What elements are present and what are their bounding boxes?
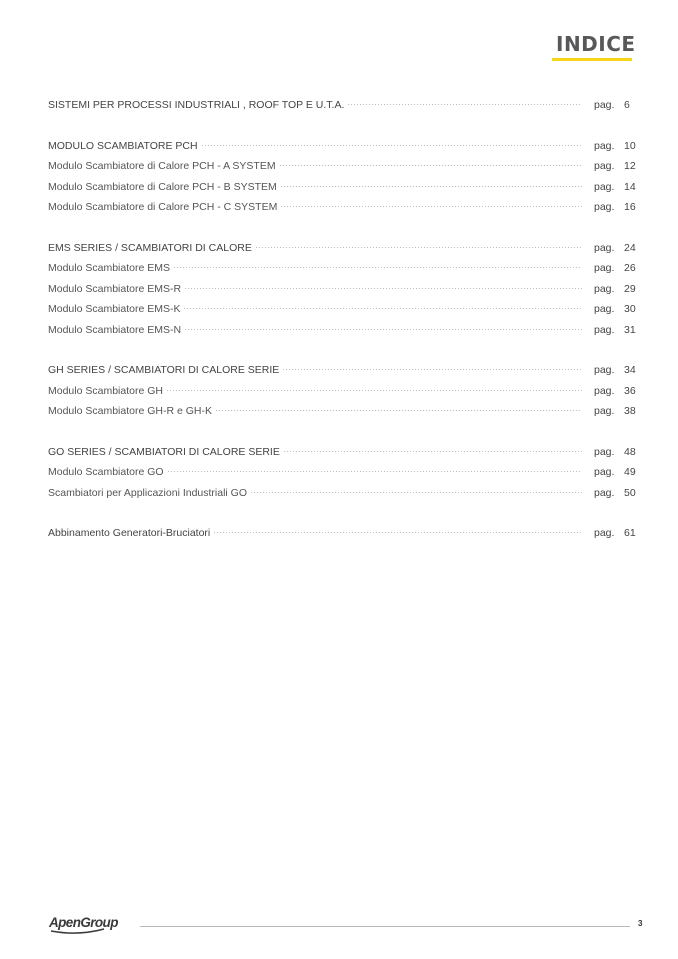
toc-entry-title: GH SERIES / SCAMBIATORI DI CALORE SERIE bbox=[48, 364, 280, 376]
toc-pag-label: pag. bbox=[594, 364, 615, 376]
toc-entry[interactable] bbox=[48, 156, 644, 177]
toc-page-number: 49 bbox=[624, 466, 636, 478]
toc-page-number: 24 bbox=[624, 241, 636, 254]
dot-leader bbox=[213, 532, 582, 533]
toc-group bbox=[48, 136, 644, 218]
dot-leader bbox=[184, 288, 582, 289]
toc-pag-label: pag. bbox=[594, 486, 615, 499]
toc-entry[interactable] bbox=[48, 483, 644, 504]
toc-entry[interactable] bbox=[48, 197, 644, 218]
toc-group bbox=[48, 442, 644, 504]
dot-leader bbox=[183, 308, 582, 309]
page-header bbox=[556, 32, 636, 61]
dot-leader bbox=[280, 186, 582, 187]
toc-group bbox=[48, 95, 644, 116]
toc-entry-title: Modulo Scambiatore di Calore PCH - B SYSTEM bbox=[48, 180, 277, 193]
page-number: 3 bbox=[638, 919, 643, 928]
toc-page-number: 10 bbox=[624, 139, 636, 152]
toc-entry[interactable] bbox=[48, 177, 644, 198]
toc-entry-title: Modulo Scambiatore EMS-N bbox=[48, 323, 182, 336]
table-of-contents bbox=[48, 95, 644, 564]
toc-entry[interactable] bbox=[48, 136, 644, 157]
toc-pag-label: pag. bbox=[594, 139, 615, 152]
toc-entry[interactable] bbox=[48, 320, 644, 341]
toc-page-number: 16 bbox=[624, 201, 636, 213]
toc-entry-title: Modulo Scambiatore EMS bbox=[48, 262, 170, 274]
toc-pag-label: pag. bbox=[594, 527, 615, 539]
toc-entry-title: MODULO SCAMBIATORE PCH bbox=[48, 139, 198, 152]
toc-page-number: 38 bbox=[624, 405, 636, 417]
toc-entry-title: GO SERIES / SCAMBIATORI DI CALORE SERIE bbox=[48, 445, 280, 458]
toc-page-number: 48 bbox=[624, 445, 636, 458]
toc-pag-label: pag. bbox=[594, 323, 615, 336]
toc-page-number: 29 bbox=[624, 282, 636, 295]
toc-entry[interactable] bbox=[48, 523, 644, 544]
toc-pag-label: pag. bbox=[594, 99, 615, 111]
toc-pag-label: pag. bbox=[594, 180, 615, 193]
toc-group bbox=[48, 360, 644, 422]
toc-entry[interactable] bbox=[48, 95, 644, 116]
toc-entry[interactable] bbox=[48, 360, 644, 381]
toc-page-number: 14 bbox=[624, 180, 636, 193]
toc-pag-label: pag. bbox=[594, 282, 615, 295]
toc-pag-label: pag. bbox=[594, 201, 615, 213]
toc-entry-title: SISTEMI PER PROCESSI INDUSTRIALI , ROOF TOP E U.T.A. bbox=[48, 99, 345, 111]
toc-page-number: 31 bbox=[624, 323, 636, 336]
toc-entry-title: Modulo Scambiatore di Calore PCH - C SYSTEM bbox=[48, 201, 278, 213]
toc-entry[interactable] bbox=[48, 258, 644, 279]
dot-leader bbox=[347, 104, 582, 105]
apengroup-logo bbox=[48, 910, 134, 936]
toc-entry[interactable] bbox=[48, 401, 644, 422]
svg-text:ApenGroup: ApenGroup bbox=[49, 915, 118, 930]
toc-pag-label: pag. bbox=[594, 466, 615, 478]
toc-pag-label: pag. bbox=[594, 160, 615, 172]
dot-leader bbox=[173, 267, 582, 268]
dot-leader bbox=[215, 410, 582, 411]
dot-leader bbox=[279, 165, 582, 166]
page-footer bbox=[48, 908, 648, 938]
title-underline bbox=[552, 58, 632, 61]
toc-entry[interactable] bbox=[48, 299, 644, 320]
dot-leader bbox=[255, 247, 582, 248]
toc-group bbox=[48, 238, 644, 341]
toc-page-number: 34 bbox=[624, 364, 636, 376]
toc-page-number: 12 bbox=[624, 160, 636, 172]
toc-page-number: 6 bbox=[624, 99, 630, 111]
page-title: INDICE bbox=[556, 32, 636, 56]
toc-pag-label: pag. bbox=[594, 303, 615, 315]
toc-entry-title: Scambiatori per Applicazioni Industriali GO bbox=[48, 486, 248, 499]
dot-leader bbox=[167, 471, 582, 472]
toc-pag-label: pag. bbox=[594, 405, 615, 417]
toc-entry-title: Modulo Scambiatore GH-R e GH-K bbox=[48, 405, 212, 417]
toc-entry[interactable] bbox=[48, 381, 644, 402]
toc-entry-title: EMS SERIES / SCAMBIATORI DI CALORE bbox=[48, 241, 252, 254]
toc-page-number: 30 bbox=[624, 303, 636, 315]
toc-entry-title: Modulo Scambiatore EMS-R bbox=[48, 282, 182, 295]
dot-leader bbox=[282, 369, 582, 370]
toc-group bbox=[48, 523, 644, 544]
toc-entry[interactable] bbox=[48, 442, 644, 463]
toc-entry[interactable] bbox=[48, 462, 644, 483]
toc-entry[interactable] bbox=[48, 279, 644, 300]
dot-leader bbox=[280, 206, 582, 207]
toc-entry-title: Abbinamento Generatori-Bruciatori bbox=[48, 527, 211, 539]
toc-pag-label: pag. bbox=[594, 445, 615, 458]
toc-entry-title: Modulo Scambiatore EMS-K bbox=[48, 303, 181, 315]
toc-page-number: 36 bbox=[624, 384, 636, 397]
dot-leader bbox=[166, 390, 582, 391]
toc-pag-label: pag. bbox=[594, 241, 615, 254]
footer-divider bbox=[140, 926, 630, 927]
dot-leader bbox=[184, 329, 582, 330]
dot-leader bbox=[201, 145, 582, 146]
toc-pag-label: pag. bbox=[594, 384, 615, 397]
toc-page-number: 61 bbox=[624, 527, 636, 539]
toc-page-number: 26 bbox=[624, 262, 636, 274]
toc-entry[interactable] bbox=[48, 238, 644, 259]
dot-leader bbox=[283, 451, 582, 452]
dot-leader bbox=[250, 492, 582, 493]
toc-page-number: 50 bbox=[624, 486, 636, 499]
toc-entry-title: Modulo Scambiatore di Calore PCH - A SYSTEM bbox=[48, 160, 276, 172]
toc-entry-title: Modulo Scambiatore GH bbox=[48, 384, 163, 397]
toc-entry-title: Modulo Scambiatore GO bbox=[48, 466, 164, 478]
toc-pag-label: pag. bbox=[594, 262, 615, 274]
